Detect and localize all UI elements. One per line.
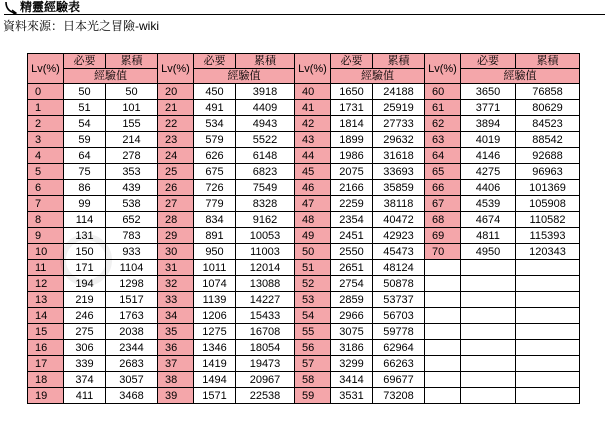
- table-row: [28, 116, 580, 132]
- cumulative-exp-cell: 2683: [106, 356, 158, 372]
- required-exp-cell: 3299: [331, 356, 373, 372]
- required-exp-cell: 3771: [461, 100, 516, 116]
- level-cell: 36: [158, 340, 194, 356]
- cumulative-exp-cell: 15433: [236, 308, 295, 324]
- required-exp-cell: 246: [64, 308, 106, 324]
- required-exp-cell: 950: [194, 244, 236, 260]
- required-exp-cell: 2354: [331, 212, 373, 228]
- required-exp-cell: 3894: [461, 116, 516, 132]
- level-cell: 8: [28, 212, 64, 228]
- required-exp-cell: 1206: [194, 308, 236, 324]
- required-exp-cell: 3414: [331, 372, 373, 388]
- cumulative-exp-cell: [516, 292, 580, 308]
- level-cell: 2: [28, 116, 64, 132]
- level-cell: 10: [28, 244, 64, 260]
- required-header: 必要: [194, 54, 236, 69]
- cumulative-exp-cell: 27733: [373, 116, 425, 132]
- cumulative-exp-cell: 783: [106, 228, 158, 244]
- cumulative-exp-cell: 7549: [236, 180, 295, 196]
- level-cell: 31: [158, 260, 194, 276]
- level-cell: 58: [295, 372, 331, 388]
- required-exp-cell: 891: [194, 228, 236, 244]
- cumulative-exp-cell: 115393: [516, 228, 580, 244]
- required-exp-cell: [461, 308, 516, 324]
- cumulative-exp-cell: 73208: [373, 388, 425, 404]
- level-cell: 42: [295, 116, 331, 132]
- level-cell: 17: [28, 356, 64, 372]
- required-exp-cell: [461, 292, 516, 308]
- level-cell: [425, 340, 461, 356]
- cumulative-exp-cell: 214: [106, 132, 158, 148]
- level-cell: 15: [28, 324, 64, 340]
- required-exp-cell: [461, 260, 516, 276]
- table-row: [28, 372, 580, 388]
- cumulative-exp-cell: 101: [106, 100, 158, 116]
- required-exp-cell: 3531: [331, 388, 373, 404]
- cumulative-exp-cell: 2038: [106, 324, 158, 340]
- table-row: [28, 164, 580, 180]
- cumulative-exp-cell: 38118: [373, 196, 425, 212]
- level-cell: 62: [425, 116, 461, 132]
- level-header: Lv(%): [425, 54, 461, 84]
- cumulative-exp-cell: 6823: [236, 164, 295, 180]
- cumulative-exp-cell: 1104: [106, 260, 158, 276]
- cumulative-exp-cell: 278: [106, 148, 158, 164]
- required-exp-cell: 4019: [461, 132, 516, 148]
- cumulative-exp-cell: 40472: [373, 212, 425, 228]
- cumulative-exp-cell: 66263: [373, 356, 425, 372]
- cumulative-exp-cell: 652: [106, 212, 158, 228]
- required-exp-cell: 54: [64, 116, 106, 132]
- table-row: [28, 308, 580, 324]
- level-cell: 44: [295, 148, 331, 164]
- required-exp-cell: 150: [64, 244, 106, 260]
- header-row-top: [28, 54, 580, 69]
- exp-header: 經驗值: [331, 69, 425, 84]
- required-exp-cell: 1814: [331, 116, 373, 132]
- required-exp-cell: 75: [64, 164, 106, 180]
- required-exp-cell: 1986: [331, 148, 373, 164]
- level-cell: 4: [28, 148, 64, 164]
- table-row: [28, 228, 580, 244]
- level-cell: 27: [158, 196, 194, 212]
- level-cell: 11: [28, 260, 64, 276]
- cumulative-exp-cell: 45473: [373, 244, 425, 260]
- required-exp-cell: [461, 340, 516, 356]
- level-cell: 16: [28, 340, 64, 356]
- level-cell: 18: [28, 372, 64, 388]
- level-cell: [425, 356, 461, 372]
- level-cell: 23: [158, 132, 194, 148]
- level-cell: 46: [295, 180, 331, 196]
- level-cell: 56: [295, 340, 331, 356]
- required-exp-cell: [461, 372, 516, 388]
- cumulative-exp-cell: 80629: [516, 100, 580, 116]
- level-cell: 54: [295, 308, 331, 324]
- required-exp-cell: [461, 276, 516, 292]
- curved-arrow-icon: [4, 1, 18, 15]
- table-row: [28, 340, 580, 356]
- level-header: Lv(%): [158, 54, 194, 84]
- required-exp-cell: 1074: [194, 276, 236, 292]
- exp-header: 經驗值: [461, 69, 580, 84]
- cumulative-exp-cell: 4409: [236, 100, 295, 116]
- cumulative-exp-cell: 35859: [373, 180, 425, 196]
- required-exp-cell: 306: [64, 340, 106, 356]
- required-exp-cell: 675: [194, 164, 236, 180]
- level-cell: 6: [28, 180, 64, 196]
- cumulative-exp-cell: 155: [106, 116, 158, 132]
- required-exp-cell: 2651: [331, 260, 373, 276]
- cumulative-exp-cell: 92688: [516, 148, 580, 164]
- required-exp-cell: 834: [194, 212, 236, 228]
- table-row: [28, 84, 580, 100]
- required-exp-cell: 64: [64, 148, 106, 164]
- table-row: [28, 212, 580, 228]
- required-exp-cell: 779: [194, 196, 236, 212]
- cumulative-exp-cell: 12014: [236, 260, 295, 276]
- required-exp-cell: 59: [64, 132, 106, 148]
- cumulative-exp-cell: 8328: [236, 196, 295, 212]
- required-header: 必要: [64, 54, 106, 69]
- level-cell: 68: [425, 212, 461, 228]
- cumulative-exp-cell: 1763: [106, 308, 158, 324]
- header-divider: [4, 14, 605, 15]
- level-cell: 60: [425, 84, 461, 100]
- table-row: [28, 276, 580, 292]
- level-cell: 47: [295, 196, 331, 212]
- required-exp-cell: 131: [64, 228, 106, 244]
- cumulative-exp-cell: 42923: [373, 228, 425, 244]
- exp-header: 經驗值: [194, 69, 295, 84]
- cumulative-exp-cell: [516, 340, 580, 356]
- required-exp-cell: 1275: [194, 324, 236, 340]
- cumulative-exp-cell: 53737: [373, 292, 425, 308]
- level-cell: 64: [425, 148, 461, 164]
- required-exp-cell: 726: [194, 180, 236, 196]
- cumulative-exp-cell: 4943: [236, 116, 295, 132]
- level-cell: 69: [425, 228, 461, 244]
- level-cell: 48: [295, 212, 331, 228]
- cumulative-exp-cell: 105908: [516, 196, 580, 212]
- level-header: Lv(%): [28, 54, 64, 84]
- cumulative-exp-cell: 24188: [373, 84, 425, 100]
- level-cell: 21: [158, 100, 194, 116]
- cumulative-exp-cell: 6148: [236, 148, 295, 164]
- required-exp-cell: 450: [194, 84, 236, 100]
- required-exp-cell: 4146: [461, 148, 516, 164]
- level-cell: 67: [425, 196, 461, 212]
- cumulative-exp-cell: 120343: [516, 244, 580, 260]
- cumulative-exp-cell: 31618: [373, 148, 425, 164]
- level-cell: 61: [425, 100, 461, 116]
- required-exp-cell: 1899: [331, 132, 373, 148]
- cumulative-exp-cell: 13088: [236, 276, 295, 292]
- table-row: [28, 180, 580, 196]
- cumulative-exp-cell: [516, 276, 580, 292]
- level-cell: 0: [28, 84, 64, 100]
- level-cell: 32: [158, 276, 194, 292]
- required-exp-cell: 2966: [331, 308, 373, 324]
- level-cell: 14: [28, 308, 64, 324]
- cumulative-exp-cell: 5522: [236, 132, 295, 148]
- table-row: [28, 324, 580, 340]
- cumulative-exp-cell: 88542: [516, 132, 580, 148]
- required-exp-cell: 219: [64, 292, 106, 308]
- required-exp-cell: 2075: [331, 164, 373, 180]
- cumulative-exp-cell: 96963: [516, 164, 580, 180]
- level-cell: [425, 276, 461, 292]
- required-exp-cell: 4674: [461, 212, 516, 228]
- required-exp-cell: 1731: [331, 100, 373, 116]
- cumulative-exp-cell: 10053: [236, 228, 295, 244]
- cumulative-exp-cell: 29632: [373, 132, 425, 148]
- cumulative-exp-cell: 3468: [106, 388, 158, 404]
- level-cell: 30: [158, 244, 194, 260]
- required-exp-cell: 114: [64, 212, 106, 228]
- cumulative-exp-cell: 3918: [236, 84, 295, 100]
- level-cell: 50: [295, 244, 331, 260]
- table-row: [28, 196, 580, 212]
- level-cell: 34: [158, 308, 194, 324]
- page-header: [0, 0, 609, 16]
- cumulative-exp-cell: [516, 324, 580, 340]
- required-exp-cell: 86: [64, 180, 106, 196]
- cumulative-exp-cell: 353: [106, 164, 158, 180]
- required-exp-cell: 3186: [331, 340, 373, 356]
- level-cell: 19: [28, 388, 64, 404]
- required-exp-cell: 2451: [331, 228, 373, 244]
- cumulative-exp-cell: 50878: [373, 276, 425, 292]
- level-cell: 12: [28, 276, 64, 292]
- level-cell: [425, 388, 461, 404]
- required-exp-cell: 1650: [331, 84, 373, 100]
- required-exp-cell: 339: [64, 356, 106, 372]
- required-header: 必要: [461, 54, 516, 69]
- level-cell: 41: [295, 100, 331, 116]
- level-cell: 52: [295, 276, 331, 292]
- cumulative-exp-cell: 3057: [106, 372, 158, 388]
- cumulative-exp-cell: [516, 260, 580, 276]
- level-cell: [425, 372, 461, 388]
- required-exp-cell: 626: [194, 148, 236, 164]
- required-exp-cell: [461, 324, 516, 340]
- level-cell: 63: [425, 132, 461, 148]
- required-exp-cell: 1346: [194, 340, 236, 356]
- cumulative-exp-cell: [516, 308, 580, 324]
- table-row: [28, 100, 580, 116]
- cumulative-header: 累積: [236, 54, 295, 69]
- level-cell: 1: [28, 100, 64, 116]
- cumulative-exp-cell: 22538: [236, 388, 295, 404]
- cumulative-exp-cell: 59778: [373, 324, 425, 340]
- cumulative-header: 累積: [373, 54, 425, 69]
- level-cell: 55: [295, 324, 331, 340]
- required-exp-cell: 1139: [194, 292, 236, 308]
- table-row: [28, 292, 580, 308]
- cumulative-exp-cell: 84523: [516, 116, 580, 132]
- level-cell: 40: [295, 84, 331, 100]
- cumulative-exp-cell: 48124: [373, 260, 425, 276]
- required-exp-cell: [461, 388, 516, 404]
- required-exp-cell: 4539: [461, 196, 516, 212]
- table-row: [28, 260, 580, 276]
- level-cell: 29: [158, 228, 194, 244]
- table-row: [28, 132, 580, 148]
- cumulative-exp-cell: 33693: [373, 164, 425, 180]
- cumulative-header: 累積: [516, 54, 580, 69]
- level-cell: 35: [158, 324, 194, 340]
- table-body: [28, 84, 580, 404]
- level-cell: 37: [158, 356, 194, 372]
- level-cell: 28: [158, 212, 194, 228]
- required-exp-cell: 491: [194, 100, 236, 116]
- cumulative-exp-cell: 2344: [106, 340, 158, 356]
- cumulative-exp-cell: 20967: [236, 372, 295, 388]
- level-cell: 33: [158, 292, 194, 308]
- level-cell: 43: [295, 132, 331, 148]
- cumulative-exp-cell: 11003: [236, 244, 295, 260]
- required-exp-cell: 2754: [331, 276, 373, 292]
- cumulative-exp-cell: 1517: [106, 292, 158, 308]
- level-cell: 45: [295, 164, 331, 180]
- required-exp-cell: 534: [194, 116, 236, 132]
- table-row: [28, 244, 580, 260]
- level-cell: 49: [295, 228, 331, 244]
- level-cell: [425, 292, 461, 308]
- required-exp-cell: 50: [64, 84, 106, 100]
- level-cell: 20: [158, 84, 194, 100]
- cumulative-exp-cell: 110582: [516, 212, 580, 228]
- level-cell: 38: [158, 372, 194, 388]
- cumulative-exp-cell: 19473: [236, 356, 295, 372]
- required-exp-cell: 374: [64, 372, 106, 388]
- required-exp-cell: 1494: [194, 372, 236, 388]
- cumulative-exp-cell: 1298: [106, 276, 158, 292]
- required-exp-cell: 171: [64, 260, 106, 276]
- cumulative-exp-cell: 933: [106, 244, 158, 260]
- exp-header: 經驗值: [64, 69, 158, 84]
- level-cell: 59: [295, 388, 331, 404]
- cumulative-exp-cell: 538: [106, 196, 158, 212]
- level-cell: 70: [425, 244, 461, 260]
- cumulative-exp-cell: 16708: [236, 324, 295, 340]
- table-row: [28, 388, 580, 404]
- required-exp-cell: 4811: [461, 228, 516, 244]
- experience-table: [27, 53, 580, 404]
- required-exp-cell: 2550: [331, 244, 373, 260]
- cumulative-exp-cell: 76858: [516, 84, 580, 100]
- level-cell: [425, 308, 461, 324]
- level-cell: 66: [425, 180, 461, 196]
- level-cell: 25: [158, 164, 194, 180]
- level-cell: 57: [295, 356, 331, 372]
- required-header: 必要: [331, 54, 373, 69]
- level-cell: 53: [295, 292, 331, 308]
- required-exp-cell: 4275: [461, 164, 516, 180]
- level-cell: 9: [28, 228, 64, 244]
- required-exp-cell: 1011: [194, 260, 236, 276]
- required-exp-cell: 2859: [331, 292, 373, 308]
- cumulative-exp-cell: [516, 372, 580, 388]
- required-exp-cell: [461, 356, 516, 372]
- level-cell: 7: [28, 196, 64, 212]
- required-exp-cell: 3650: [461, 84, 516, 100]
- level-cell: 51: [295, 260, 331, 276]
- cumulative-exp-cell: [516, 388, 580, 404]
- cumulative-exp-cell: 50: [106, 84, 158, 100]
- required-exp-cell: 275: [64, 324, 106, 340]
- cumulative-exp-cell: 18054: [236, 340, 295, 356]
- level-cell: [425, 260, 461, 276]
- required-exp-cell: 1571: [194, 388, 236, 404]
- cumulative-exp-cell: 69677: [373, 372, 425, 388]
- required-exp-cell: 2166: [331, 180, 373, 196]
- level-cell: 13: [28, 292, 64, 308]
- cumulative-exp-cell: 439: [106, 180, 158, 196]
- cumulative-exp-cell: 62964: [373, 340, 425, 356]
- table-row: [28, 356, 580, 372]
- cumulative-exp-cell: 101369: [516, 180, 580, 196]
- source-note: 資料來源：日本光之冒險-wiki: [3, 19, 159, 33]
- cumulative-exp-cell: 56703: [373, 308, 425, 324]
- level-header: Lv(%): [295, 54, 331, 84]
- required-exp-cell: 99: [64, 196, 106, 212]
- level-cell: 39: [158, 388, 194, 404]
- level-cell: 26: [158, 180, 194, 196]
- cumulative-exp-cell: 9162: [236, 212, 295, 228]
- cumulative-exp-cell: 14227: [236, 292, 295, 308]
- table-row: [28, 148, 580, 164]
- level-cell: 65: [425, 164, 461, 180]
- cumulative-exp-cell: [516, 356, 580, 372]
- required-exp-cell: 2259: [331, 196, 373, 212]
- level-cell: 24: [158, 148, 194, 164]
- required-exp-cell: 579: [194, 132, 236, 148]
- level-cell: 5: [28, 164, 64, 180]
- cumulative-exp-cell: 25919: [373, 100, 425, 116]
- level-cell: 3: [28, 132, 64, 148]
- required-exp-cell: 3075: [331, 324, 373, 340]
- required-exp-cell: 4950: [461, 244, 516, 260]
- level-cell: [425, 324, 461, 340]
- required-exp-cell: 4406: [461, 180, 516, 196]
- required-exp-cell: 411: [64, 388, 106, 404]
- required-exp-cell: 1419: [194, 356, 236, 372]
- page-title: 精靈經驗表: [20, 0, 81, 14]
- cumulative-header: 累積: [106, 54, 158, 69]
- required-exp-cell: 194: [64, 276, 106, 292]
- required-exp-cell: 51: [64, 100, 106, 116]
- level-cell: 22: [158, 116, 194, 132]
